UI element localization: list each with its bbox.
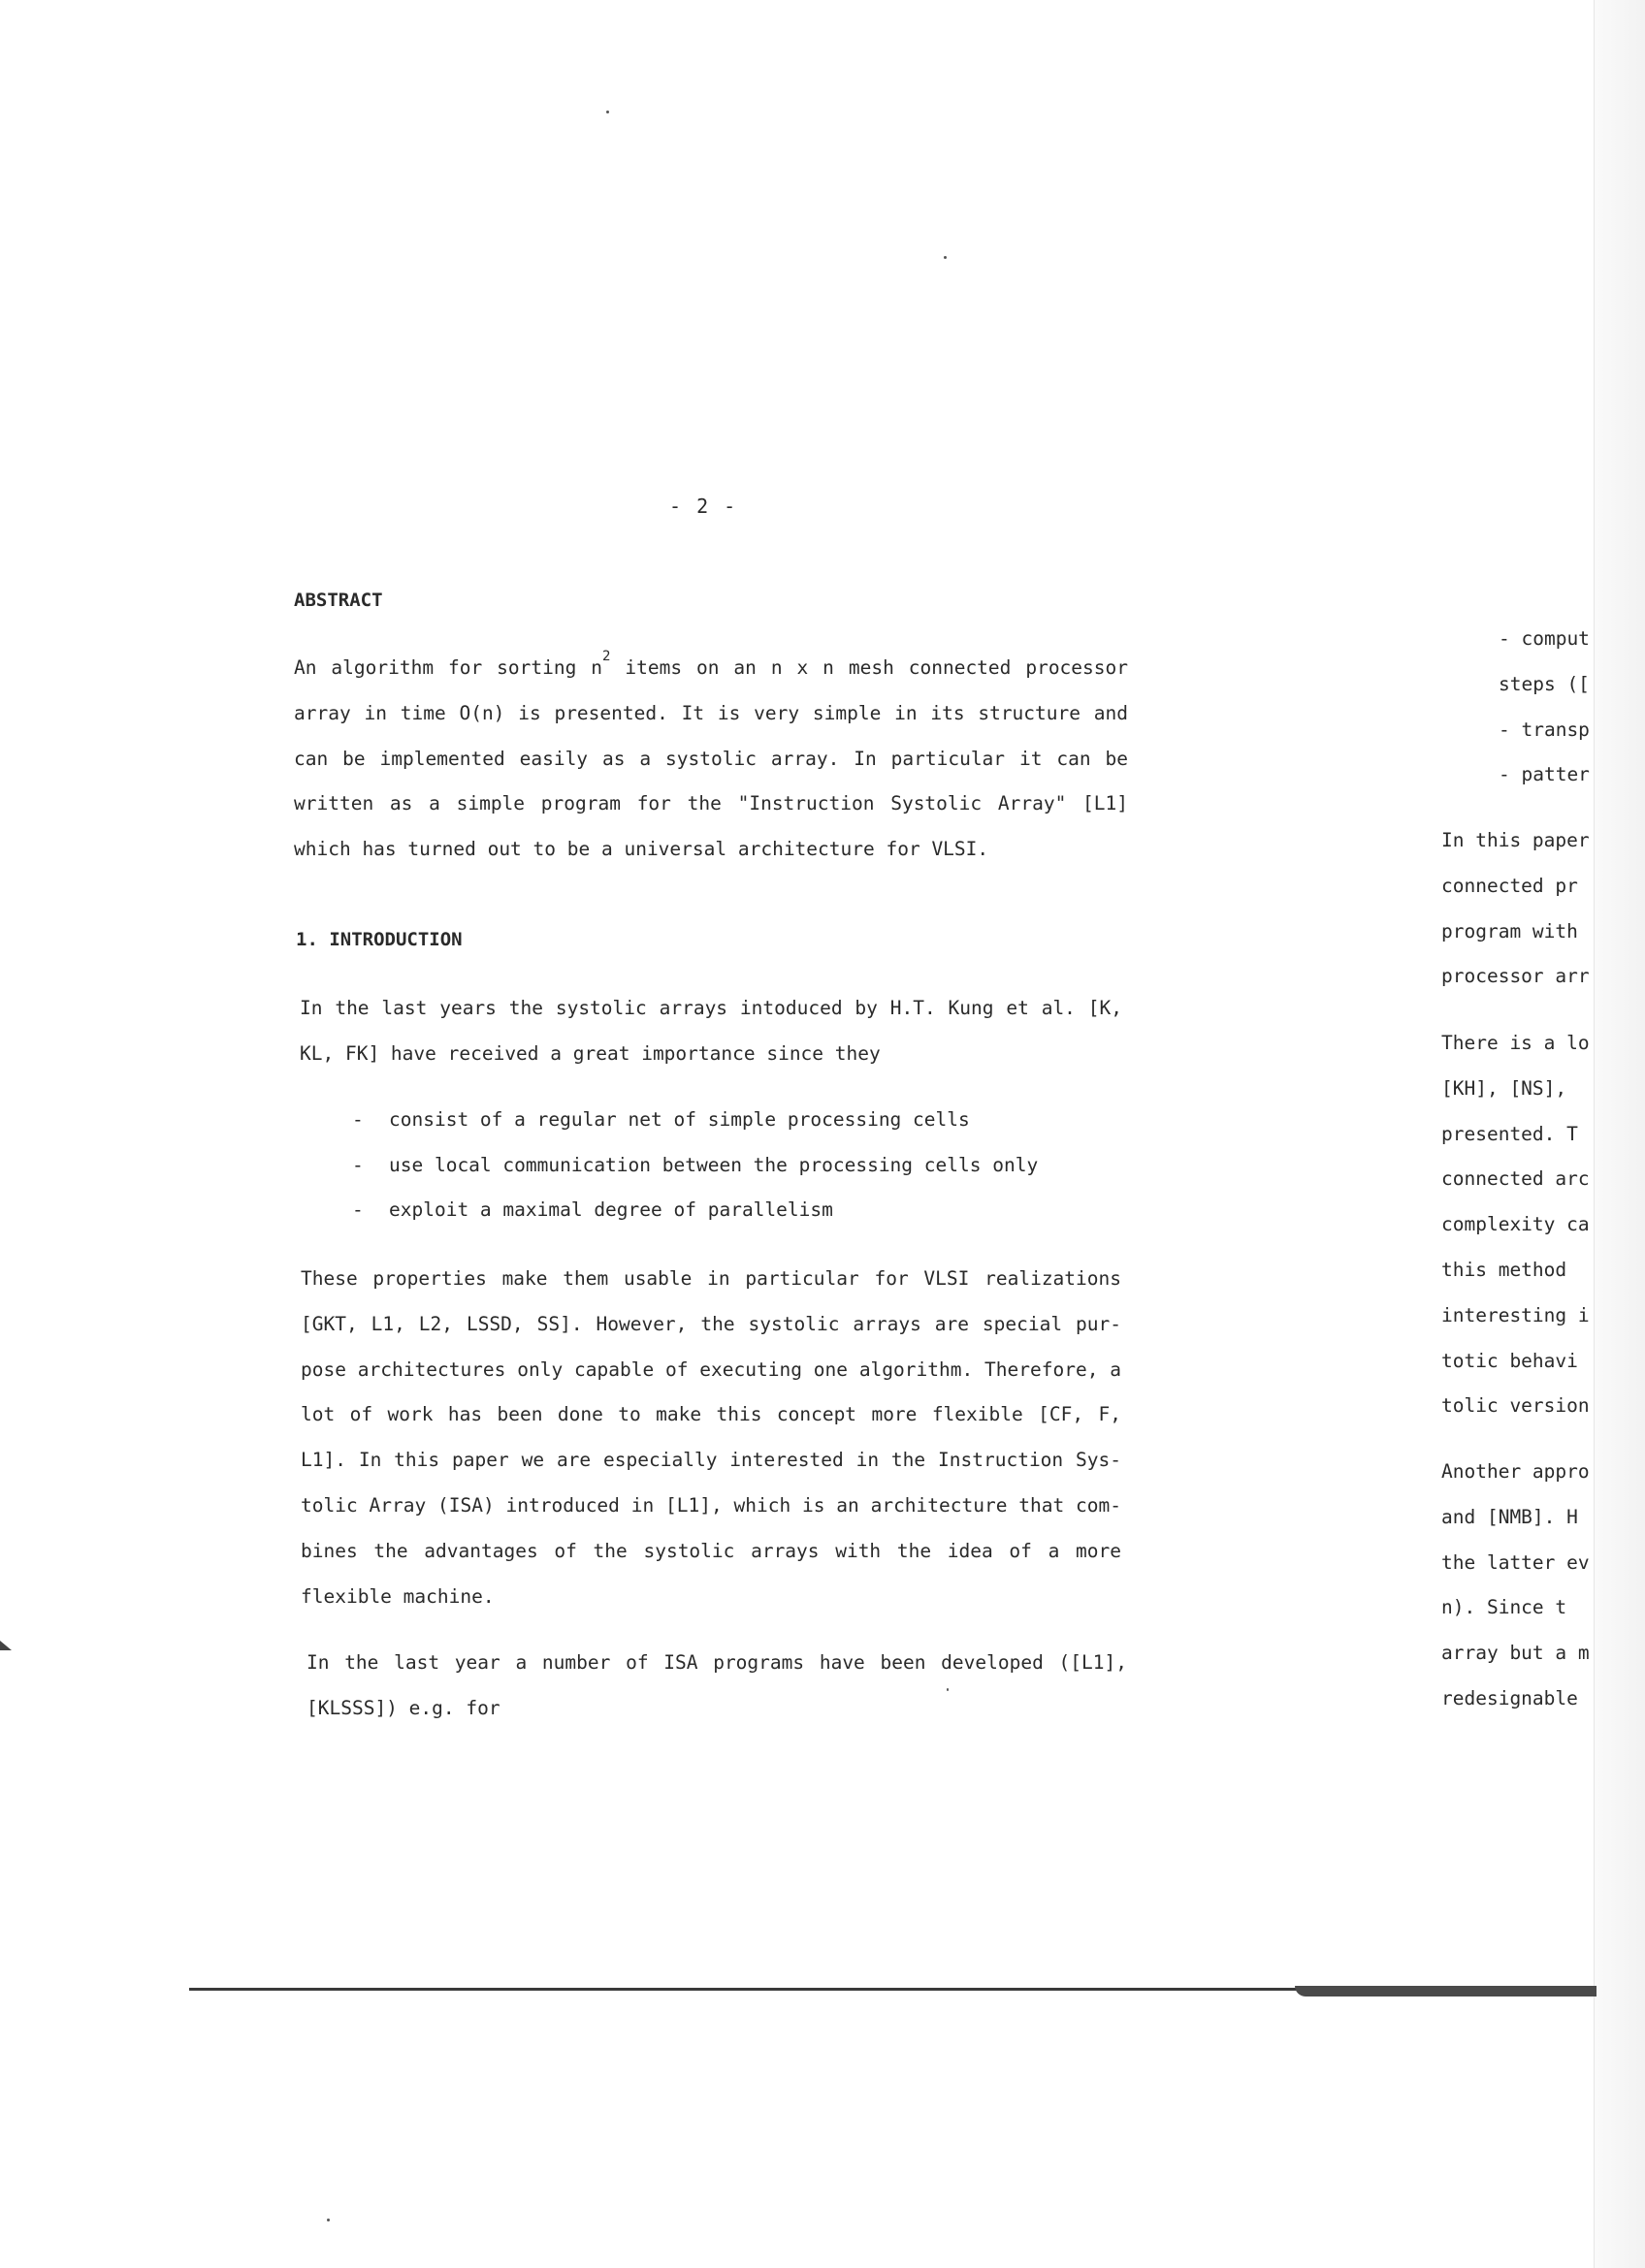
abstract-paragraph (294, 646, 1128, 873)
fragment-line: - comput (1499, 627, 1590, 650)
fragment-line: this method (1441, 1258, 1567, 1281)
scan-corner-mark (0, 1631, 12, 1650)
abstract-heading: ABSTRACT (294, 590, 383, 611)
abstract-superscript: 2 (602, 649, 611, 664)
scan-speck (947, 1688, 949, 1691)
fragment-line: In this paper (1441, 829, 1590, 851)
properties-list (352, 1098, 1038, 1233)
fragment-line: connected pr (1441, 874, 1578, 897)
list-item-text: exploit a maximal degree of parallelism (389, 1198, 833, 1221)
fragment-line: processor arr (1441, 965, 1590, 988)
scan-speck (327, 2219, 330, 2221)
fragment-line: - patter (1499, 763, 1590, 786)
fragment-line: the latter ev (1441, 1550, 1590, 1574)
list-item: - consist of a regular net of simple processing cells (352, 1108, 970, 1131)
list-item-text: use local communication between the processing cells only (389, 1153, 1039, 1176)
next-page-fragment-group-3 (1441, 1021, 1597, 1429)
scan-speck (944, 256, 947, 259)
fragment-line: Another appro (1441, 1460, 1590, 1483)
fragment-line: totic behavi (1441, 1349, 1578, 1372)
fragment-line: [KH], [NS], (1441, 1076, 1567, 1100)
fragment-line: presented. T (1441, 1122, 1578, 1145)
intro-paragraph-1: In the last years the systolic arrays intoduced by H.T. Kung et al. [K, KL, FK] have received a great importance since they (300, 997, 1122, 1065)
fragment-line: program with (1441, 919, 1578, 942)
fragment-line: steps ([ (1499, 672, 1590, 695)
fragment-line: array but a m (1441, 1642, 1590, 1665)
fragment-line: connected arc (1441, 1167, 1590, 1191)
intro-paragraph-2: These properties make them usable in particular for VLSI realizations [GKT, L1, L2, LSSD, SS]. However, the systolic arrays are special pur- pose architectures only capable of executing one algorithm. Therefore, a lot of work has been done to make this concept more flexible [CF, F, L1]. In this paper we are especially interested in the Instruction Sys- tolic Array (ISA) introduced in [L1], which is an architecture that com- bines the advantages of the systolic arrays with the idea of a more flexible machine. (301, 1267, 1121, 1608)
page-fold-shadow (1295, 1986, 1597, 1996)
next-page-fragment-group-4 (1441, 1450, 1597, 1722)
list-item-text: consist of a regular net of simple processing cells (389, 1108, 970, 1131)
fragment-line: - transp (1499, 718, 1590, 741)
fragment-line: redesignable (1441, 1686, 1578, 1709)
next-page-edge (1594, 0, 1645, 2268)
fragment-line: There is a lo (1441, 1032, 1590, 1054)
list-item: - use local communication between the processing cells only (352, 1153, 1039, 1176)
next-page-fragment-group-1 (1499, 617, 1597, 798)
fragment-line: complexity ca (1441, 1213, 1590, 1236)
list-item: - exploit a maximal degree of parallelism (352, 1198, 833, 1221)
page-number: - 2 - (669, 495, 738, 518)
fragment-line: interesting i (1441, 1303, 1590, 1326)
fragment-line: tolic version (1441, 1394, 1590, 1418)
abstract-text-rest: items on an n x n mesh connected processor array in time O(n) is presented. It is very simple in its structure and can be implemented easily as a systolic array. In particular it can be written as a simple program for the "Instruction Systolic Array" [L1] which has turned out to be a universal architecture for VLSI. (294, 656, 1128, 861)
intro-paragraph-3: In the last year a number of ISA programs have been developed ([L1], [KLSSS]) e.g. for (306, 1651, 1127, 1719)
scan-speck (606, 111, 609, 113)
abstract-text-start: An algorithm for sorting n (294, 656, 603, 679)
fragment-line: n). Since t (1441, 1596, 1567, 1619)
fragment-line: and [NMB]. H (1441, 1505, 1578, 1528)
next-page-fragment-group-2 (1441, 818, 1597, 1000)
introduction-heading: 1. INTRODUCTION (296, 929, 463, 950)
